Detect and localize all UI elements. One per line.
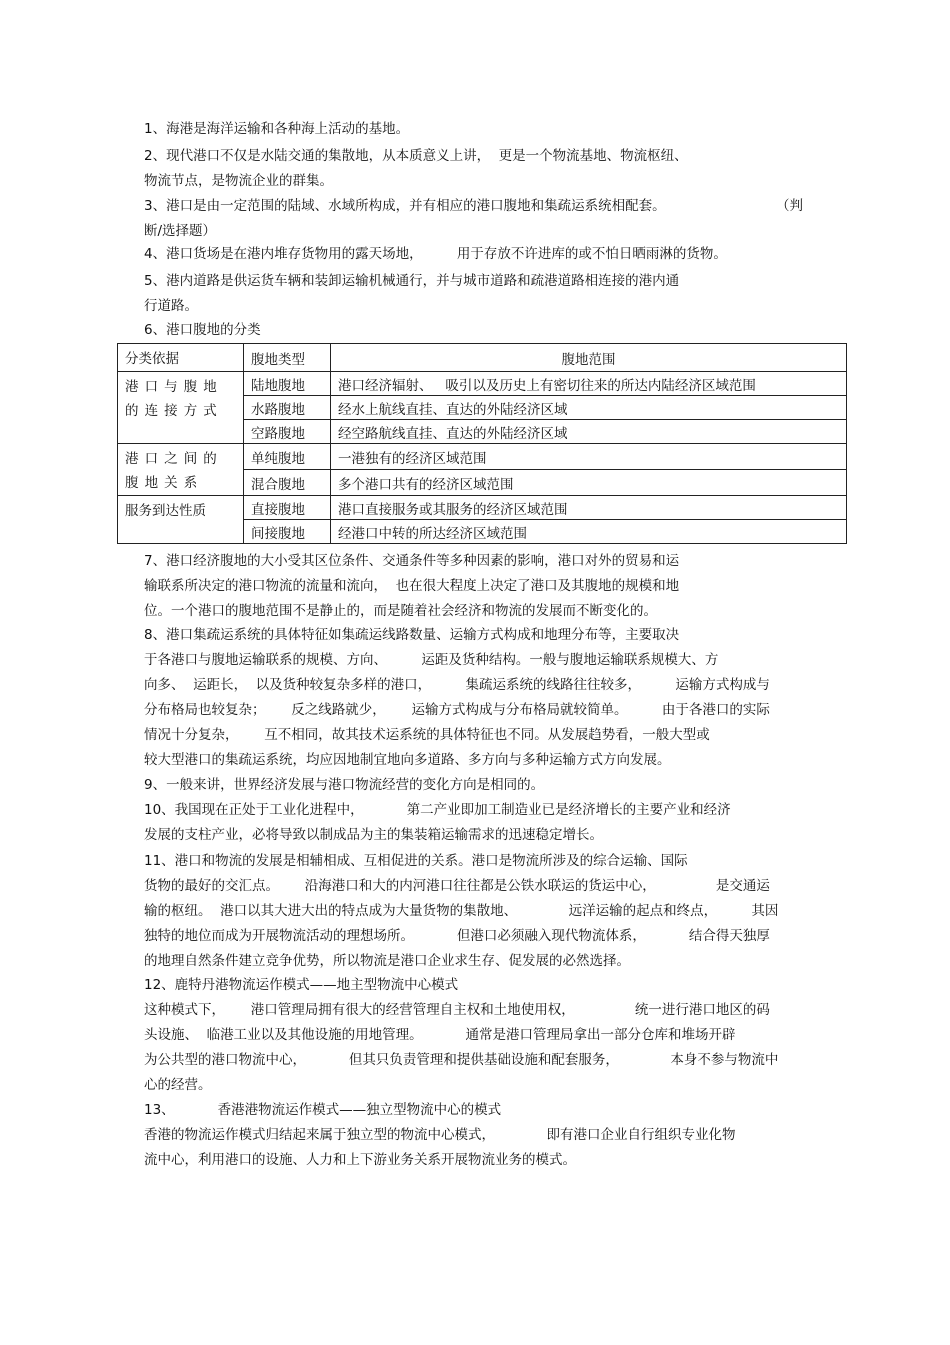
- paragraph-line: 4、港口货场是在港内堆存货物用的露天场地， 用于存放不许进库的或不怕日晒雨淋的货物。: [144, 246, 727, 262]
- paragraph-line: 输联系所决定的港口物流的流量和流向， 也在很大程度上决定了港口及其腹地的规模和地: [144, 578, 680, 594]
- paragraph-trailing-text: （判: [776, 198, 803, 214]
- basis-cell: 服务到达性质: [118, 496, 244, 544]
- paragraph-line: 7、港口经济腹地的大小受其区位条件、交通条件等多种因素的影响，港口对外的贸易和运: [144, 553, 680, 569]
- paragraph-line: 位。一个港口的腹地范围不是静止的，而是随着社会经济和物流的发展而不断变化的。: [144, 603, 657, 619]
- type-cell: 水路腹地: [244, 396, 331, 420]
- paragraph-line: 13、 香港港物流运作模式——独立型物流中心的模式: [144, 1102, 502, 1118]
- paragraph-line: 流中心，利用港口的设施、人力和上下游业务关系开展物流业务的模式。: [144, 1152, 576, 1168]
- paragraph-line: 3、港口是由一定范围的陆域、水域所构成，并有相应的港口腹地和集疏运系统相配套。: [144, 198, 666, 214]
- header-basis: 分类依据: [118, 344, 244, 372]
- paragraph-line: 2、现代港口不仅是水陆交通的集散地，从本质意义上讲， 更是一个物流基地、物流枢纽、: [144, 148, 688, 164]
- paragraph-line: 分布格局也较复杂； 反之线路就少， 运输方式构成与分布格局就较简单。 由于各港口的实际: [144, 702, 770, 718]
- range-cell: 多个港口共有的经济区域范围: [331, 470, 847, 496]
- paragraph-line: 11、港口和物流的发展是相辅相成、互相促进的关系。港口是物流所涉及的综合运输、国际: [144, 853, 688, 869]
- paragraph-line: 物流节点，是物流企业的群集。: [144, 173, 333, 189]
- paragraph-line: 行道路。: [144, 298, 198, 314]
- type-cell: 直接腹地: [244, 496, 331, 520]
- paragraph-line: 心的经营。: [144, 1077, 212, 1093]
- paragraph-line: 的地理自然条件建立竞争优势，所以物流是港口企业求生存、促发展的必然选择。: [144, 953, 630, 969]
- paragraph-line: 这种模式下， 港口管理局拥有很大的经营管理自主权和土地使用权， 统一进行港口地区的码: [144, 1002, 770, 1018]
- range-cell: 经港口中转的所达经济区域范围: [331, 520, 847, 544]
- paragraph-line: 1、海港是海洋运输和各种海上活动的基地。: [144, 121, 410, 137]
- paragraph-line: 于各港口与腹地运输联系的规模、方向、 运距及货种结构。一般与腹地运输联系规模大、方: [144, 652, 719, 668]
- paragraph-line: 香港的物流运作模式归结起来属于独立型的物流中心模式， 即有港口企业自行组织专业化物: [144, 1127, 736, 1143]
- paragraph-line: 为公共型的港口物流中心， 但其只负责管理和提供基础设施和配套服务， 本身不参与物流中: [144, 1052, 779, 1068]
- paragraph-line: 头设施、 临港工业以及其他设施的用地管理。 通常是港口管理局拿出一部分仓库和堆场开辟: [144, 1027, 736, 1043]
- range-cell: 港口经济辐射、 吸引以及历史上有密切往来的所达内陆经济区域范围: [331, 372, 847, 396]
- type-cell: 间接腹地: [244, 520, 331, 544]
- range-cell: 经水上航线直挂、直达的外陆经济区域: [331, 396, 847, 420]
- basis-cell: 港口与腹地的连接方式: [118, 372, 244, 444]
- type-cell: 单纯腹地: [244, 444, 331, 470]
- type-cell: 陆地腹地: [244, 372, 331, 396]
- type-cell: 混合腹地: [244, 470, 331, 496]
- paragraph-line: 6、港口腹地的分类: [144, 322, 261, 338]
- header-type: 腹地类型: [244, 344, 331, 372]
- paragraph-line: 5、港内道路是供运货车辆和装卸运输机械通行，并与城市道路和疏港道路相连接的港内通: [144, 273, 680, 289]
- paragraph-line: 独特的地位而成为开展物流活动的理想场所。 但港口必须融入现代物流体系， 结合得天独厚: [144, 928, 770, 944]
- paragraph-line: 10、我国现在正处于工业化进程中， 第二产业即加工制造业已是经济增长的主要产业和经济: [144, 802, 731, 818]
- paragraph-line: 9、一般来讲，世界经济发展与港口物流经营的变化方向是相同的。: [144, 777, 545, 793]
- table-row: [118, 496, 847, 520]
- paragraph-line: 断/选择题）: [144, 223, 217, 239]
- paragraph-line: 输的枢纽。 港口以其大进大出的特点成为大量货物的集散地、 远洋运输的起点和终点， 其因: [144, 903, 779, 919]
- table-row: [118, 372, 847, 396]
- paragraph-line: 12、鹿特丹港物流运作模式——地主型物流中心模式: [144, 977, 459, 993]
- port-hinterland-table: [117, 343, 847, 544]
- table-row: [118, 444, 847, 470]
- basis-cell: 港口之间的腹地关系: [118, 444, 244, 496]
- paragraph-line: 向多、 运距长， 以及货种较复杂多样的港口， 集疏运系统的线路往往较多， 运输方式构成与: [144, 677, 770, 693]
- range-cell: 港口直接服务或其服务的经济区域范围: [331, 496, 847, 520]
- paragraph-line: 货物的最好的交汇点。 沿海港口和大的内河港口往往都是公铁水联运的货运中心， 是交通运: [144, 878, 770, 894]
- header-range: 腹地范围: [331, 344, 847, 372]
- range-cell: 经空路航线直挂、直达的外陆经济区域: [331, 420, 847, 444]
- table-header-row: [118, 344, 847, 372]
- range-cell: 一港独有的经济区域范围: [331, 444, 847, 470]
- paragraph-line: 较大型港口的集疏运系统，均应因地制宜地向多道路、多方向与多种运输方式方向发展。: [144, 752, 671, 768]
- paragraph-line: 8、港口集疏运系统的具体特征如集疏运线路数量、运输方式构成和地理分布等，主要取决: [144, 627, 680, 643]
- paragraph-line: 情况十分复杂， 互不相同，故其技术运系统的具体特征也不同。从发展趋势看，一般大型或: [144, 727, 710, 743]
- paragraph-line: 发展的支柱产业，必将导致以制成品为主的集装箱运输需求的迅速稳定增长。: [144, 827, 603, 843]
- type-cell: 空路腹地: [244, 420, 331, 444]
